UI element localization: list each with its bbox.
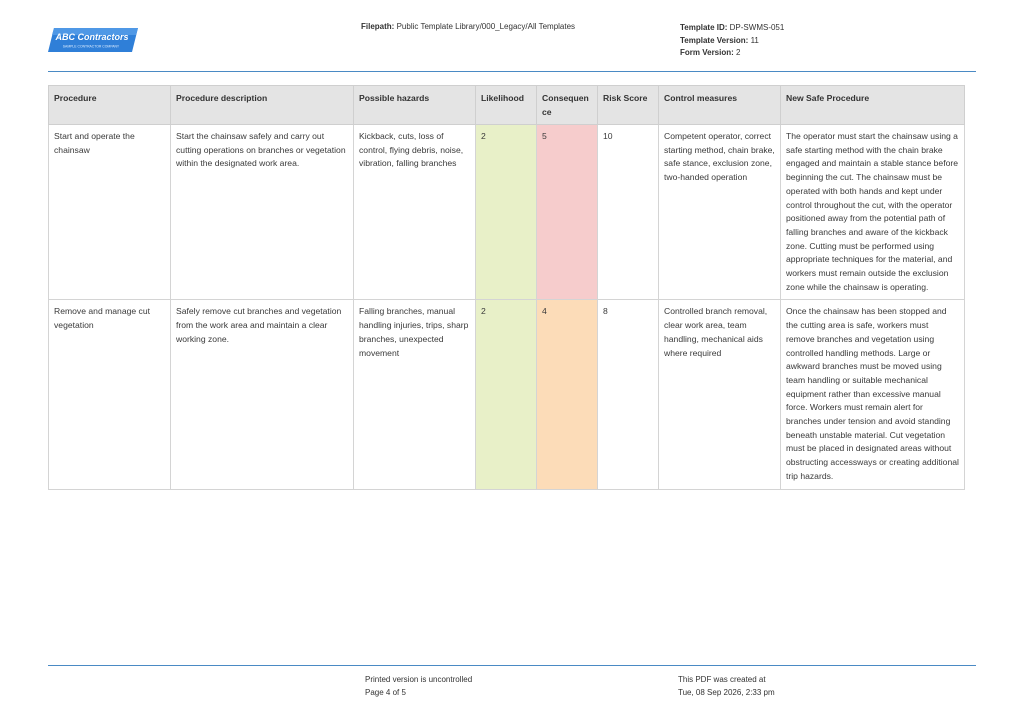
header-divider — [48, 71, 976, 72]
page-header — [0, 0, 1024, 72]
col-header-controls: Control measures — [659, 86, 781, 125]
cell-controls: Controlled branch removal, clear work area, team handling, mechanical aids where required — [659, 300, 781, 489]
cell-hazards: Falling branches, manual handling injuries, trips, sharp branches, unexpected movement — [354, 300, 476, 489]
swms-table — [48, 85, 965, 490]
template-version — [680, 35, 784, 48]
cell-risk-score: 10 — [598, 125, 659, 300]
col-header-procedure: Procedure — [49, 86, 171, 125]
cell-new-procedure: Once the chainsaw has been stopped and the cutting area is safe, workers must remove branches and vegetation using controlled handling methods. Large or awkward branches must be moved using team handling or suitable mechanical equipment rather than excessive manual force. Workers must remain alert for branches under tension and avoid standing beneath unstable material. Cut vegetation must be placed in designated areas without obstructing accessways or creating additional trip hazards. — [781, 300, 965, 489]
col-header-description: Procedure description — [171, 86, 354, 125]
col-header-new-procedure: New Safe Procedure — [781, 86, 965, 125]
filepath — [361, 22, 575, 31]
footer-divider — [48, 665, 976, 666]
filepath-label: Filepath: — [361, 22, 395, 31]
table-header-row — [49, 86, 965, 125]
cell-risk-score: 8 — [598, 300, 659, 489]
cell-new-procedure: The operator must start the chainsaw using a safe starting method with the chain brake engaged and maintain a stable stance before beginning the cut. The chainsaw must be operated with both hands and kept under control throughout the cut, with the operator positioned away from the potential path of falling branches and aware of the kickback zone. Cutting must be performed using appropriate techniques for the material, and workers must remain outside the exclusion zone while the chainsaw is operating. — [781, 125, 965, 300]
page-number: Page 4 of 5 — [365, 687, 406, 697]
filepath-value: Public Template Library/000_Legacy/All Templates — [396, 22, 576, 31]
cell-description: Start the chainsaw safely and carry out cutting operations on branches or vegetation within the designated work area. — [171, 125, 354, 300]
col-header-consequence: Consequen ce — [537, 86, 598, 125]
uncontrolled-notice: Printed version is uncontrolled — [365, 675, 473, 684]
cell-consequence: 4 — [537, 300, 598, 489]
cell-procedure: Start and operate the chainsaw — [49, 125, 171, 300]
cell-controls: Competent operator, correct starting method, chain brake, safe stance, exclusion zone, two-handed operation — [659, 125, 781, 300]
template-id-label: Template ID: — [680, 23, 728, 32]
table-row — [49, 125, 965, 300]
company-logo — [48, 27, 138, 51]
cell-procedure: Remove and manage cut vegetation — [49, 300, 171, 489]
footer-right — [678, 674, 775, 699]
created-timestamp: Tue, 08 Sep 2026, 2:33 pm — [678, 687, 775, 697]
table-row — [49, 300, 965, 489]
template-version-label: Template Version: — [680, 35, 749, 45]
cell-likelihood: 2 — [476, 125, 537, 300]
form-version-label: Form Version: — [680, 48, 734, 57]
cell-likelihood: 2 — [476, 300, 537, 489]
cell-consequence: 5 — [537, 125, 598, 300]
footer-left — [365, 674, 472, 699]
logo-text: ABC Contractors — [55, 32, 129, 42]
template-id — [680, 22, 784, 35]
template-meta — [680, 22, 784, 60]
template-id-value: DP-SWMS-051 — [729, 23, 785, 32]
col-header-likelihood: Likelihood — [476, 86, 537, 125]
created-label: This PDF was created at — [678, 675, 766, 684]
cell-hazards: Kickback, cuts, loss of control, flying debris, noise, vibration, falling branches — [354, 125, 476, 300]
logo-subtext: SAMPLE CONTRACTOR COMPANY — [62, 44, 120, 49]
col-header-risk-score: Risk Score — [598, 86, 659, 125]
template-version-value: 11 — [750, 35, 759, 45]
col-header-hazards: Possible hazards — [354, 86, 476, 125]
form-version-value: 2 — [736, 48, 741, 57]
cell-description: Safely remove cut branches and vegetation from the work area and maintain a clear working zone. — [171, 300, 354, 489]
form-version — [680, 47, 784, 60]
